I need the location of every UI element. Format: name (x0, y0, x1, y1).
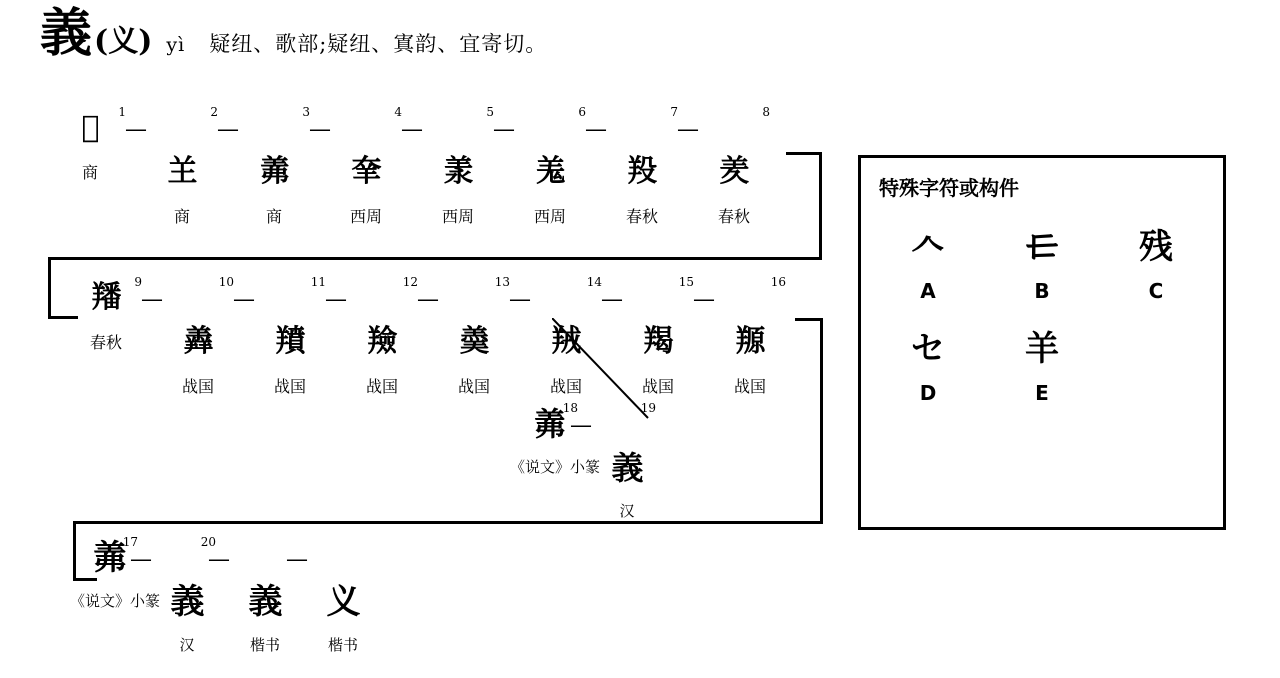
glyph-form: 羳 (91, 280, 121, 315)
evolution-item (286, 538, 382, 655)
glyph-era: 战国 (641, 377, 674, 396)
glyph-form: 羕 (443, 154, 473, 189)
special-components-panel (858, 155, 1226, 530)
evolution-row-4 (70, 535, 382, 655)
component-glyph: 𠆢 (910, 227, 945, 267)
glyph-form: 羗 (535, 154, 565, 189)
evolution-separator: — (401, 117, 423, 142)
glyph-era: 战国 (365, 377, 398, 396)
glyph-form: 羛 (92, 538, 126, 578)
headword-phonology: 疑纽、歌部;疑纽、寘韵、宜寄切。 (209, 32, 548, 56)
glyph-era: 《说文》小篆 (70, 592, 161, 610)
evolution-row-1 (44, 105, 780, 227)
glyph-index: 19 (640, 401, 656, 415)
evolution-item (309, 105, 412, 227)
glyph-era: 战国 (733, 377, 766, 396)
glyph-index: 12 (402, 275, 418, 289)
glyph-index: 20 (200, 535, 216, 549)
component-label: C (1148, 279, 1164, 303)
evolution-item (417, 275, 520, 397)
evolution-separator: — (493, 117, 515, 142)
glyph-index: 10 (218, 275, 234, 289)
glyph-era: 春秋 (717, 207, 750, 226)
evolution-item (60, 275, 152, 353)
glyph-index: 5 (486, 105, 494, 119)
glyph-form: 羴 (183, 324, 213, 359)
glyph-era: 战国 (273, 377, 306, 396)
evolution-separator: — (325, 287, 347, 312)
connector-line (819, 152, 822, 260)
component-item-empty (1099, 321, 1213, 405)
evolution-separator: — (130, 547, 152, 572)
glyph-index: 6 (578, 105, 586, 119)
evolution-separator: — (601, 287, 623, 312)
evolution-separator: — (677, 117, 699, 142)
glyph-era: 西周 (441, 207, 474, 226)
component-label: B (1034, 279, 1050, 303)
evolution-separator: — (570, 413, 592, 438)
connector-line (786, 152, 822, 155)
evolution-item (233, 275, 336, 397)
component-label: E (1035, 381, 1049, 405)
component-item (871, 321, 985, 405)
connector-line (48, 257, 51, 319)
evolution-separator: — (141, 287, 163, 312)
evolution-separator: — (125, 117, 147, 142)
connector-line (795, 318, 823, 321)
evolution-item (677, 105, 780, 227)
glyph-index: 9 (134, 275, 142, 289)
glyph-form: 羵 (275, 324, 305, 359)
evolution-separator: — (208, 547, 230, 572)
glyph-era: 西周 (533, 207, 566, 226)
glyph-era: 楷书 (249, 636, 280, 654)
glyph-index: 13 (494, 275, 510, 289)
connector-line (48, 257, 822, 260)
evolution-item (325, 275, 428, 397)
glyph-index: 7 (670, 105, 678, 119)
connector-line (820, 318, 823, 524)
glyph-form: 義 (170, 582, 204, 622)
evolution-item (693, 275, 796, 397)
glyph-form: 羍 (351, 154, 381, 189)
glyph-form: 𦍌 (167, 154, 197, 189)
glyph-era: 楷书 (327, 636, 358, 654)
evolution-item (401, 105, 504, 227)
evolution-separator: — (309, 117, 331, 142)
headword-character: 義 (40, 3, 93, 64)
evolution-item (217, 105, 320, 227)
component-grid (861, 219, 1223, 423)
glyph-era: 商 (173, 207, 190, 226)
glyph-form: 羛 (259, 154, 289, 189)
evolution-item (141, 275, 244, 397)
glyph-era: 西周 (349, 207, 382, 226)
glyph-index: 1 (118, 105, 126, 119)
evolution-item (493, 105, 596, 227)
glyph-era: 春秋 (625, 207, 658, 226)
glyph-era: 商 (265, 207, 282, 226)
glyph-index: 18 (562, 401, 578, 415)
glyph-form: 羮 (459, 324, 489, 359)
evolution-separator: — (693, 287, 715, 312)
glyph-index: 16 (770, 275, 786, 289)
glyph-era: 汉 (619, 502, 635, 520)
panel-title: 特殊字符或构件 (879, 176, 1019, 200)
component-item (985, 219, 1099, 303)
evolution-separator: — (286, 547, 308, 572)
evolution-separator: — (585, 117, 607, 142)
component-glyph: 𰀂 (1024, 227, 1059, 267)
component-label: A (920, 279, 936, 303)
headword-pinyin: yì (166, 34, 186, 56)
glyph-index: 2 (210, 105, 218, 119)
glyph-form: 羢 (551, 324, 581, 359)
glyph-form: 羷 (367, 324, 397, 359)
glyph-form: 義 (611, 449, 643, 487)
glyph-form: 羱 (735, 324, 765, 359)
evolution-item (44, 105, 136, 183)
glyph-era: 汉 (179, 636, 195, 654)
component-glyph: セ (910, 329, 945, 369)
glyph-form: 义 (326, 582, 360, 622)
glyph-form: 羯 (643, 324, 673, 359)
glyph-era: 战国 (181, 377, 214, 396)
glyph-form: 羑 (719, 154, 749, 189)
glyph-index: 3 (302, 105, 310, 119)
component-label: D (919, 381, 937, 405)
evolution-separator: — (509, 287, 531, 312)
glyph-index: 8 (762, 105, 770, 119)
evolution-row-2 (60, 275, 796, 397)
glyph-form: 羛 (533, 405, 565, 443)
headword-simplified: (义) (94, 24, 153, 59)
evolution-separator: — (217, 117, 239, 142)
glyph-era: 《说文》小篆 (510, 458, 601, 476)
glyph-index: 11 (310, 275, 326, 289)
glyph-era: 春秋 (89, 333, 122, 352)
glyph-form: 𦎫 (81, 110, 99, 145)
glyph-form: 羖 (627, 154, 657, 189)
evolution-separator: — (417, 287, 439, 312)
component-glyph: 羊 (1024, 329, 1059, 369)
evolution-separator: — (233, 287, 255, 312)
glyph-index: 4 (394, 105, 402, 119)
component-item (871, 219, 985, 303)
connector-line (73, 521, 823, 524)
glyph-index: 14 (586, 275, 602, 289)
glyph-era: 战国 (457, 377, 490, 396)
component-item (985, 321, 1099, 405)
component-item (1099, 219, 1213, 303)
glyph-era: 商 (81, 163, 98, 182)
glyph-era: 战国 (549, 377, 582, 396)
glyph-form: 義 (248, 582, 282, 622)
evolution-row-3 (510, 401, 666, 521)
glyph-index: 15 (678, 275, 694, 289)
evolution-item (585, 105, 688, 227)
entry-header (40, 3, 548, 64)
evolution-item (125, 105, 228, 227)
component-glyph: 残 (1138, 227, 1173, 267)
glyph-index: 17 (122, 535, 138, 549)
